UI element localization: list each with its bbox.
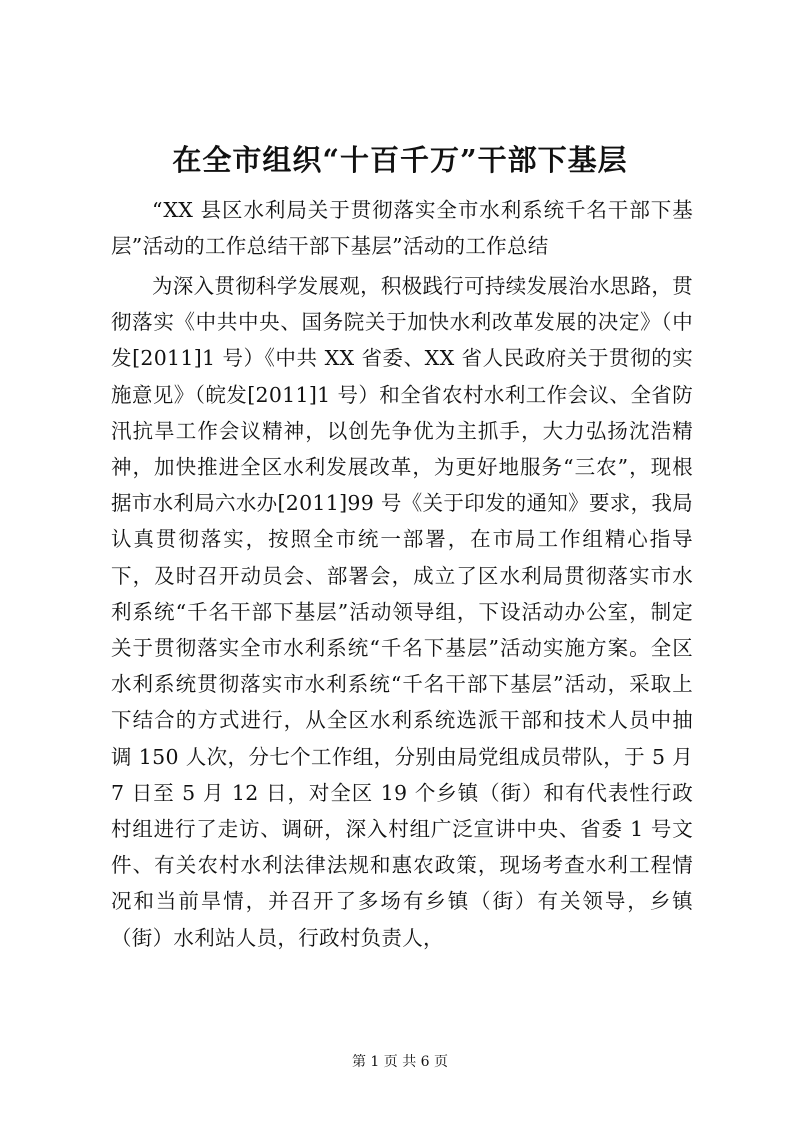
page-footer: 第 1 页 共 6 页 <box>351 1054 449 1070</box>
document-paragraph-body: 为深入贯彻科学发展观，积极践行可持续发展治水思路，贯彻落实《中共中央、国务院关于加快水利改革发展的决定》（中发[2011]1 号）《中共 XX 省委、XX 省人民政府关于贯彻的实施意见》（皖发[2011]1 号）和全省农村水利工作会议、全省防汛抗旱工作会议精神，以创先争优为主抓手，大力弘扬沈浩精神，加快推进全区水利发展改革，为更好地服务“三农”，现根据市水利局六水办[2011]99 号《关于印发的通知》要求，我局认真贯彻落实，按照全市统一部署，在市局工作组精心指导下，及时召开动员会、部署会，成立了区水利局贯彻落实市水利系统“千名干部下基层”活动领导组，下设活动办公室，制定关于贯彻落实全市水利系统“千名下基层”活动实施方案。全区水利系统贯彻落实市水利系统“千名干部下基层”活动，采取上下结合的方式进行，从全区水利系统选派干部和技术人员中抽调 150 人次，分七个工作组，分别由局党组成员带队，于 5 月 7 日至 5 月 12 日，对全区 19 个乡镇（街）和有代表性行政村组进行了走访、调研，深入村组广泛宣讲中央、省委 1 号文件、有关农村水利法律法规和惠农政策，现场考查水利工程情况和当前旱情，并召开了多场有乡镇（街）有关领导，乡镇（街）水利站人员，行政村负责人， <box>111 274 693 950</box>
document-paragraph-intro: “XX 县区水利局关于贯彻落实全市水利系统千名干部下基层”活动的工作总结干部下基层”活动的工作总结 <box>111 198 693 259</box>
document-title: 在全市组织“十百千万”干部下基层 <box>172 143 628 177</box>
